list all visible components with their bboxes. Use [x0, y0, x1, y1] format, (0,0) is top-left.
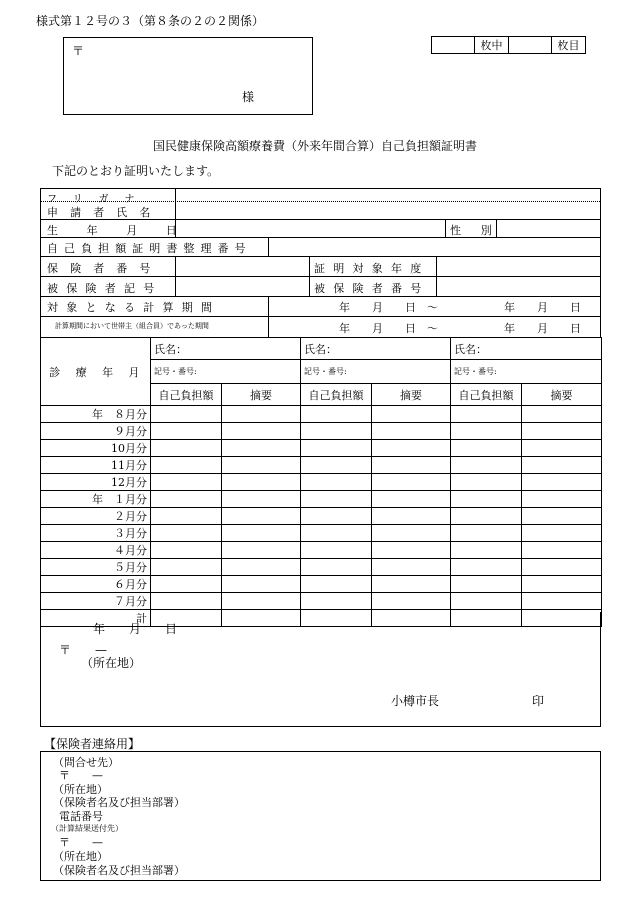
- cert-location: （所在地）: [81, 656, 142, 670]
- col-amount-1: 自己負担額: [151, 384, 222, 406]
- person1-name: 氏名：: [151, 338, 301, 360]
- insurer-number-label: 保険者番号: [47, 262, 163, 275]
- contact-line: （計算結果送付先）: [51, 824, 123, 833]
- month-row-label: ７月分: [41, 593, 151, 610]
- contact-line: （所在地）: [53, 783, 108, 796]
- furigana-label: フリガナ: [47, 194, 151, 205]
- total-row-label: 計: [41, 610, 151, 627]
- honorific: 様: [242, 90, 255, 104]
- month-row-label: ５月分: [41, 559, 151, 576]
- col-amount-3: 自己負担額: [451, 384, 522, 406]
- contact-box: [40, 751, 601, 881]
- info-table: [40, 188, 601, 337]
- month-row-label: ２月分: [41, 508, 151, 525]
- month-row-label: 年 ８月分: [41, 406, 151, 423]
- contact-line: 〒 —: [59, 836, 103, 849]
- cert-number-label: 自己負担額証明書整理番号: [47, 242, 252, 255]
- treatment-month-header: 診 療 年 月: [41, 338, 151, 406]
- col-note-1: 摘要: [222, 384, 301, 406]
- sheet-count-box: [431, 36, 586, 54]
- address-box: [63, 37, 313, 115]
- person2-name: 氏名：: [301, 338, 451, 360]
- contact-header: 【保険者連絡用】: [44, 737, 141, 751]
- month-row-label: ６月分: [41, 576, 151, 593]
- mayor-label: 小樽市長: [391, 694, 440, 708]
- col-amount-2: 自己負担額: [301, 384, 372, 406]
- seal-mark: 印: [532, 694, 545, 708]
- month-row-label: 11月分: [41, 457, 151, 474]
- person2-symbol: 記号・番号:: [301, 360, 451, 384]
- calc-period-label: 対象となる計算期間: [47, 301, 221, 314]
- form-number: 様式第１２号の３（第８条の２の２関係）: [36, 14, 265, 28]
- householder-period-value: 年 月 日 〜 年 月 日: [339, 322, 581, 335]
- birth-date-label: 生年月日: [47, 224, 206, 237]
- contact-line: （保険者名及び担当部署）: [53, 796, 185, 809]
- month-row-label: 10月分: [41, 440, 151, 457]
- contact-line: （保険者名及び担当部署）: [53, 864, 185, 877]
- col-note-3: 摘要: [522, 384, 602, 406]
- insured-number-label: 被保険者番号: [314, 282, 430, 295]
- intro-text: 下記のとおり証明いたします。: [52, 164, 220, 178]
- month-row-label: ９月分: [41, 423, 151, 440]
- certification-box: [40, 612, 601, 727]
- gender-label: 性別: [450, 224, 512, 237]
- cert-date: 年 月 日: [93, 622, 178, 636]
- sheet-page-label: 枚目: [552, 37, 586, 54]
- postal-mark: 〒: [72, 44, 85, 58]
- month-row-label: 年 １月分: [41, 491, 151, 508]
- person1-symbol: 記号・番号:: [151, 360, 301, 384]
- month-row-label: ４月分: [41, 542, 151, 559]
- contact-line: 電話番号: [59, 810, 103, 823]
- contact-line: 〒 —: [59, 769, 103, 782]
- cost-grid: [40, 337, 602, 627]
- calc-period-value: 年 月 日 〜 年 月 日: [339, 301, 581, 314]
- month-row-label: 12月分: [41, 474, 151, 491]
- month-row-label: ３月分: [41, 525, 151, 542]
- target-year-label: 証明対象年度: [314, 262, 430, 275]
- col-note-2: 摘要: [372, 384, 451, 406]
- person3-symbol: 記号・番号:: [451, 360, 602, 384]
- cert-postal: 〒 —: [59, 643, 108, 657]
- contact-line: （所在地）: [53, 850, 108, 863]
- document-title: 国民健康保険高額療養費（外来年間合算）自己負担額証明書: [152, 139, 477, 153]
- applicant-name-label: 申請者氏名: [47, 206, 163, 219]
- person3-name: 氏名：: [451, 338, 602, 360]
- householder-period-label: 計算期間において世帯主（組合員）であった期間: [55, 322, 209, 330]
- contact-line: （問合せ先）: [53, 756, 119, 769]
- sheet-total-label: 枚中: [475, 37, 509, 54]
- insured-symbol-label: 被保険者記号: [47, 282, 163, 295]
